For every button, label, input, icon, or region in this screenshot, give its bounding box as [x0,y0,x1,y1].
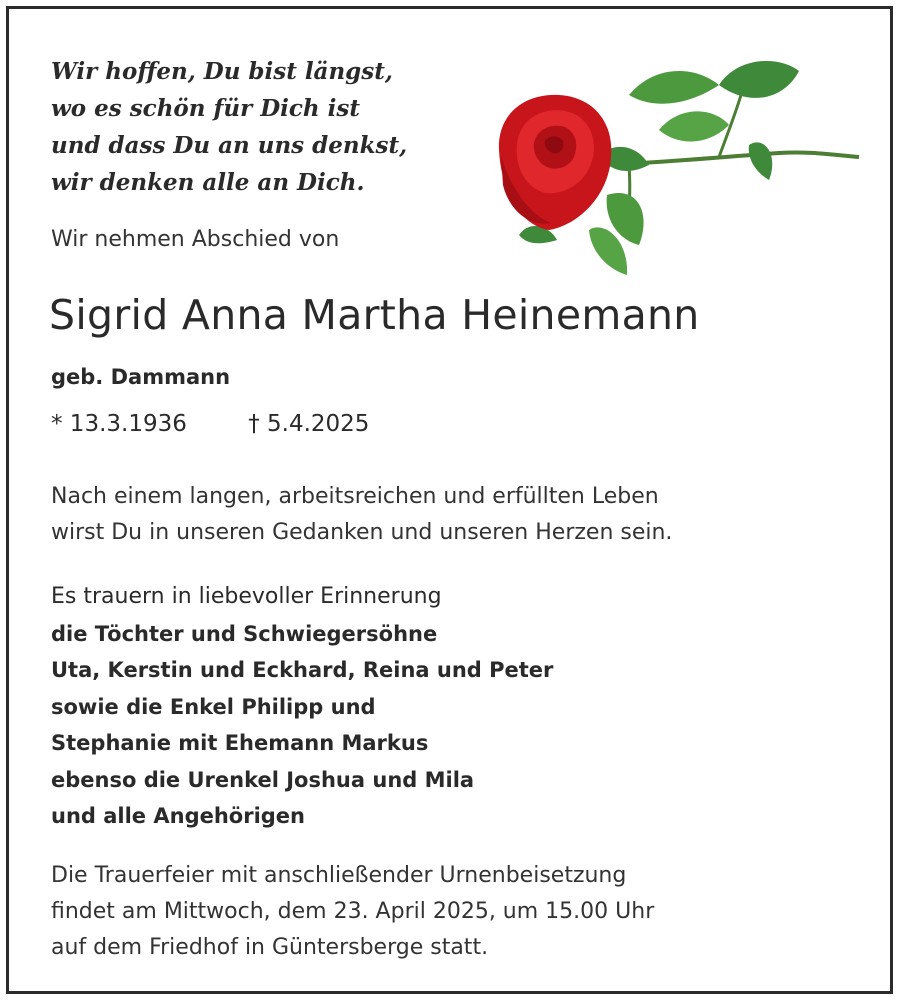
mourners-lead: Es trauern in liebevoller Erinnerung [51,584,442,609]
poem-line: wo es schön für Dich ist [51,95,360,122]
mourner-line: Uta, Kerstin und Eckhard, Reina und Peter [51,658,554,682]
mourner-line: ebenso die Urenkel Joshua und Mila [51,767,475,792]
poem [51,53,407,201]
poem-line: und dass Du an uns denkst, [51,132,408,159]
life-text-line: wirst Du in unseren Gedanken und unseren Herzen sein. [51,520,673,545]
ceremony-line: Die Trauerfeier mit anschließender Urnenbeisetzung [51,863,627,888]
maiden-name: geb. Dammann [51,365,231,389]
birth-date: * 13.3.1936 [51,411,187,437]
ceremony-line: findet am Mittwoch, dem 23. April 2025, um 15.00 Uhr [51,899,655,924]
life-text-line: Nach einem langen, arbeitsreichen und erfüllten Leben [51,484,659,509]
life-dates [51,411,369,437]
mourner-line: die Töchter und Schwiegersöhne [51,621,438,646]
mourner-line: sowie die Enkel Philipp und [51,694,376,719]
deceased-name: Sigrid Anna Martha Heinemann [49,291,700,339]
life-text [51,479,672,551]
poem-line: Wir hoffen, Du bist längst, [51,58,393,85]
ceremony-info [51,858,654,966]
mourner-line: Stephanie mit Ehemann Markus [51,731,429,755]
mourners [51,579,553,835]
obituary-frame [6,6,893,994]
farewell-intro: Wir nehmen Abschied von [51,227,340,252]
death-date: † 5.4.2025 [248,411,370,437]
red-rose-icon [479,45,869,285]
poem-line: wir denken alle an Dich. [51,169,365,196]
ceremony-line: auf dem Friedhof in Güntersberge statt. [51,935,489,960]
mourner-line: und alle Angehörigen [51,804,305,828]
